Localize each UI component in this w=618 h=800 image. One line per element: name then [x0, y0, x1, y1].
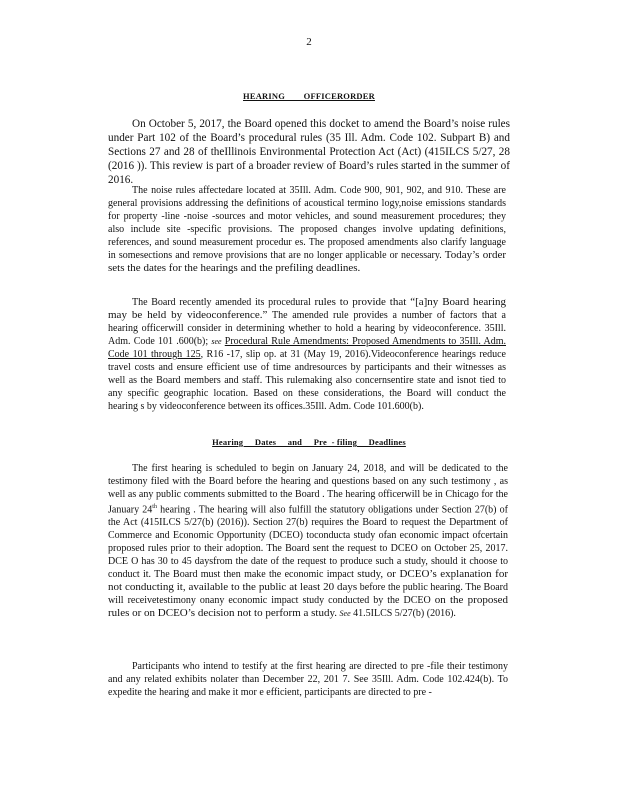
paragraph-1: On October 5, 2017, the Board opened this docket to amend the Board’s noise rules under Part 102 of the Board’s procedural rules (35 Ill. Adm. Code 102. Subpart B) and Sections 27 and 28 of theIllinois Environmental Protection Act (Act) (415ILCS 5/27, 28 (2016 )). This review is part of a broader review of Board’s rules started in the summer of 2016.: [108, 118, 510, 186]
paragraph-4-part-d: before the public hearing. The Board will receivetestimony onany economic impact study conducted by the DCEO: [108, 582, 508, 607]
paragraph-4-part-f: 41.5ILCS 5/27(b) (2016).: [353, 608, 456, 620]
paragraph-5: Participants who intend to testify at the first hearing are directed to pre -file their testimony and any related exhibits nolater than December 22, 201 7. See 35Ill. Adm. Code 102.424(b). To expedite the hearing and make it mor e efficient, participants are directed to pre -: [108, 661, 508, 698]
paragraph-3-part-c: The amended rule provides a number of factors that a hearing officerwill consider in determining whether to hold a hearing by videoconference. 35Ill. Adm. Code 101 .600(b);: [108, 310, 506, 347]
paragraph-3-part-d: , R16 -17, slip op. at 31 (May 19, 2016).Videoconference hearings reduce travel costs and ensure efficient use of time andresources by participants and their witnesses as well as the Board members and staff. This rulemaking also concernsentire state and isnot tied to any specific geographic location. Based on these considerations, the Board will conduct the hearing s by videoconference between its offices.35Ill. Adm. Code 101.600(b).: [108, 349, 506, 412]
paragraph-3: [108, 296, 506, 413]
paragraph-3-part-a: The Board recently amended its procedural: [132, 297, 311, 308]
paragraph-4-part-c: study, or DCEO’s explanation for not conducting it, available to the public at least 20 days: [108, 568, 509, 594]
paragraph-3-see: see: [211, 337, 222, 346]
paragraph-4-part-b: hearing . The hearing will also fulfill the statutory obligations under Section 27(b) of the Act (415ILCS 5/27(b) (2016)). Section 27(b) requires the Board to request the Department of Commerce and Economic Opportunity (DCEO) toconducta study ofan economic impact ofcertain proposed rules prior to their adoption. The Board sent the request to DCEO on October 25, 2017. DCE O has 30 to 45 daysfrom the date of the request to produce such a study, should it choose to conduct it. The Board must then make the economic impact: [108, 504, 509, 581]
paragraph-4-sup: th: [152, 504, 157, 510]
paragraph-2: [108, 184, 506, 275]
paragraph-4-part-a: The first hearing is scheduled to begin on January 24, 2018, and will be dedicated to the testimony filed with the Board before the hearing and questions based on any such testimony , as well as any public comments submitted to the Board . The hearing officerwill be in Chicago for the January 24: [108, 463, 508, 516]
paragraph-2-closing: Today’s order sets the dates for the hearings and the prefiling deadlines.: [108, 249, 506, 274]
paragraph-4-see: See: [339, 609, 351, 619]
page-number: 2: [306, 36, 312, 48]
heading-hearing-officer-order: HEARING OFFICERORDER: [243, 91, 375, 101]
paragraph-4-part-e: on the proposed rules or on DCEO’s decision not to perform a study.: [108, 594, 509, 620]
paragraph-3-citation: Procedural Rule Amendments: Proposed Amendments to 35Ill. Adm. Code 101 through 125: [108, 336, 507, 360]
paragraph-4: [108, 462, 508, 620]
heading-hearing-dates: Hearing Dates and Pre - filing Deadlines: [212, 437, 406, 447]
paragraph-3-part-b: rules to provide that “[a]ny Board hearing may be held by videoconference.”: [108, 296, 506, 321]
paragraph-2-text: The noise rules affectedare located at 35Ill. Adm. Code 900, 901, 902, and 910. These are general provisions addressing the definitions of acoustical termino logy,noise emissions standards for property -line -noise -sources and motor vehicles, and sound measurement procedures; they also include site -specific provisions. The proposed changes involve updating definitions, references, and sound measurement procedur es. The proposed amendments also clarify language in somesections and remove provisions that are no longer applicable or necessary.: [108, 185, 506, 261]
